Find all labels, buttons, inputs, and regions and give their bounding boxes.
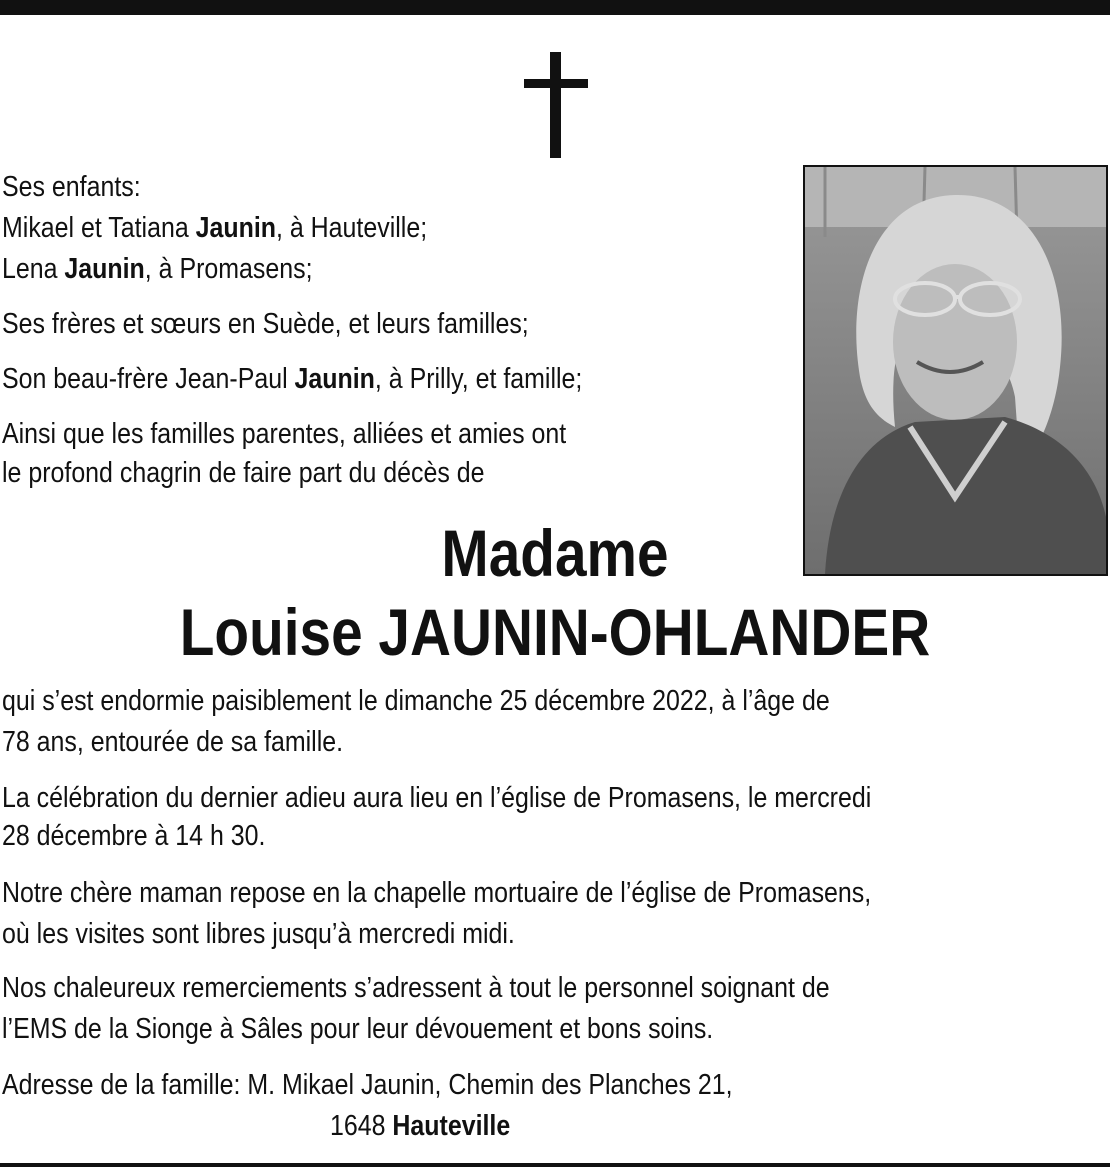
intro-line: Mikael et Tatiana Jaunin, à Hauteville; xyxy=(2,212,428,244)
body-line: Nos chaleureux remerciements s’adressent à tout le personnel soignant de xyxy=(2,972,830,1004)
intro-line: Ainsi que les familles parentes, alliées et amies ont xyxy=(2,418,567,450)
body-line: l’EMS de la Sionge à Sâles pour leur dévouement et bons soins. xyxy=(2,1013,714,1045)
address-city-line: 1648 Hauteville xyxy=(330,1110,511,1142)
body-line: qui s’est endormie paisiblement le dimanche 25 décembre 2022, à l’âge de xyxy=(2,685,830,717)
body-line: où les visites sont libres jusqu’à mercredi midi. xyxy=(2,918,515,950)
body-line: 78 ans, entourée de sa famille. xyxy=(2,726,344,758)
body-line: 28 décembre à 14 h 30. xyxy=(2,820,266,852)
deceased-title: Madame xyxy=(441,516,669,590)
body-line: Notre chère maman repose en la chapelle mortuaire de l’église de Promasens, xyxy=(2,877,872,909)
cross-icon xyxy=(524,52,588,158)
intro-line: Ses enfants: xyxy=(2,171,141,203)
body-line: La célébration du dernier adieu aura lieu en l’église de Promasens, le mercredi xyxy=(2,782,872,814)
deceased-name: Louise JAUNIN-OHLANDER xyxy=(179,595,931,669)
portrait-photo xyxy=(803,165,1108,576)
address-line: Adresse de la famille: M. Mikael Jaunin, Chemin des Planches 21, xyxy=(2,1069,733,1101)
intro-line: Ses frères et sœurs en Suède, et leurs familles; xyxy=(2,308,529,340)
intro-line: Son beau-frère Jean-Paul Jaunin, à Prilly, et famille; xyxy=(2,363,583,395)
bottom-rule xyxy=(0,1163,1110,1167)
intro-line: Lena Jaunin, à Promasens; xyxy=(2,253,313,285)
intro-line: le profond chagrin de faire part du décès de xyxy=(2,457,485,489)
top-rule xyxy=(0,0,1110,15)
